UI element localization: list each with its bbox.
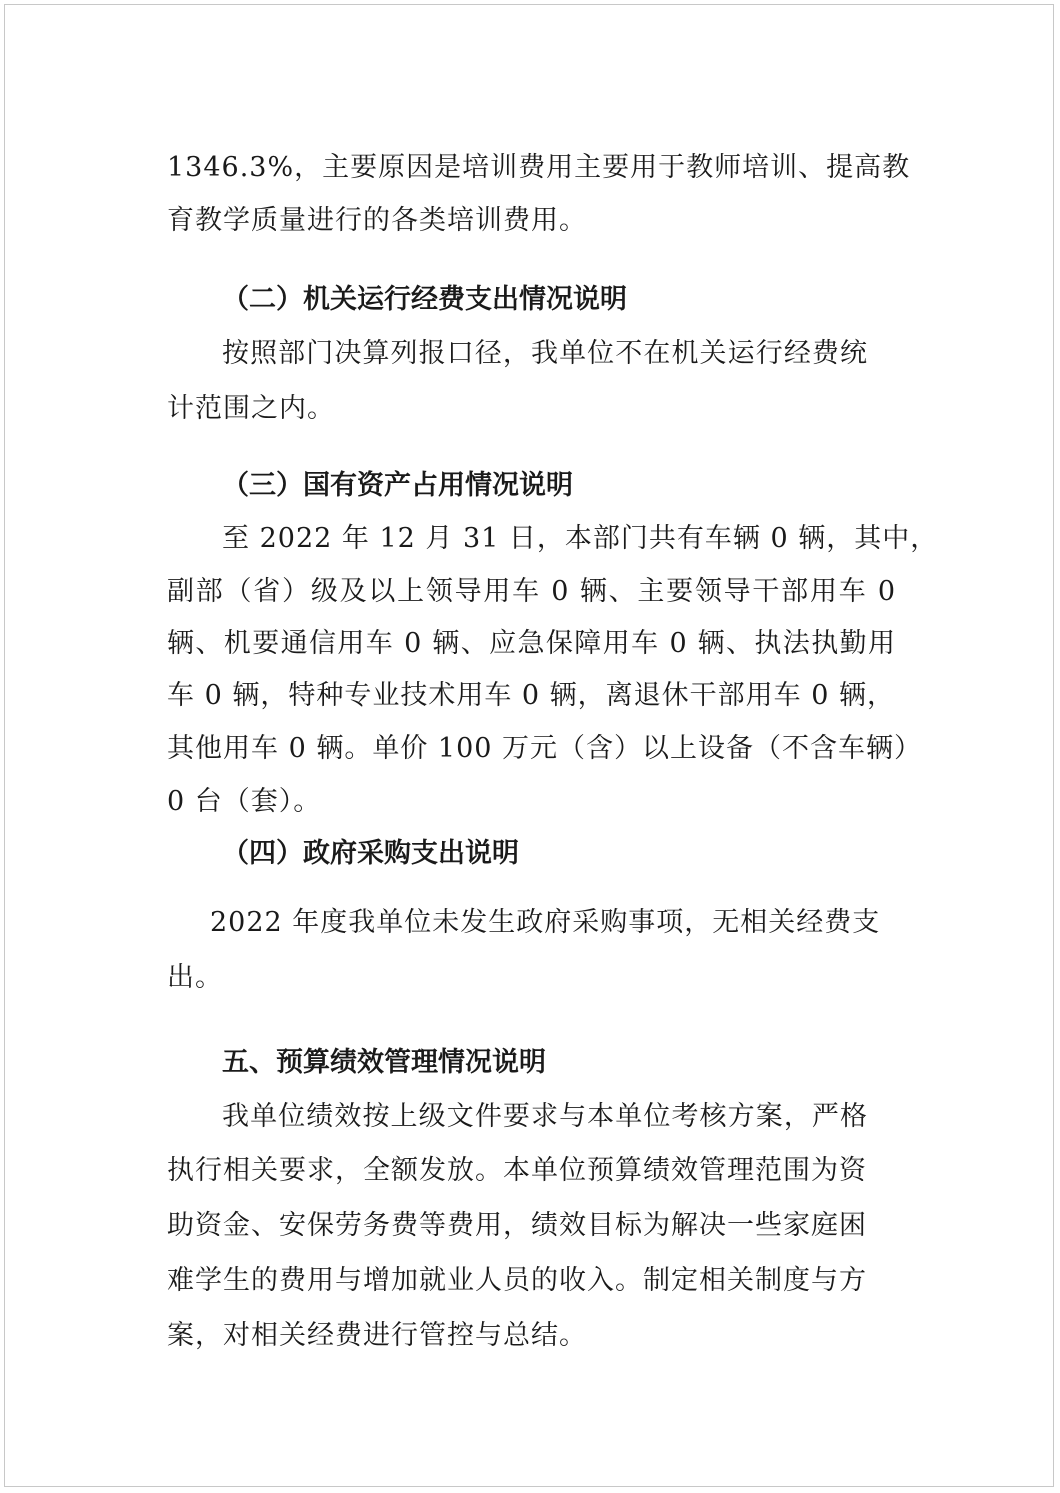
paragraph-line: 1346.3%，主要原因是培训费用主要用于教师培训、提高教 xyxy=(167,152,911,183)
paragraph-line: 助资金、安保劳务费等费用，绩效目标为解决一些家庭困 xyxy=(167,1210,867,1241)
section-heading-4: （四）政府采购支出说明 xyxy=(222,838,519,869)
paragraph-line: 按照部门决算列报口径，我单位不在机关运行经费统 xyxy=(222,338,868,369)
paragraph-line: 0 台（套）。 xyxy=(167,786,322,817)
paragraph-line: 至 2022 年 12 月 31 日，本部门共有车辆 0 辆，其中， xyxy=(222,523,939,554)
paragraph-line: 2022 年度我单位未发生政府采购事项，无相关经费支 xyxy=(210,907,881,938)
paragraph-line: 车 0 辆，特种专业技术用车 0 辆，离退休干部用车 0 辆， xyxy=(167,680,896,711)
section-heading-5: 五、预算绩效管理情况说明 xyxy=(222,1047,546,1078)
paragraph-line: 执行相关要求，全额发放。本单位预算绩效管理范围为资 xyxy=(167,1155,867,1186)
paragraph-line: 出。 xyxy=(167,962,223,993)
paragraph-line: 辆、机要通信用车 0 辆、应急保障用车 0 辆、执法执勤用 xyxy=(167,628,896,659)
section-heading-2: （二）机关运行经费支出情况说明 xyxy=(222,284,627,315)
paragraph-line: 我单位绩效按上级文件要求与本单位考核方案，严格 xyxy=(222,1101,868,1132)
paragraph-line: 难学生的费用与增加就业人员的收入。制定相关制度与方 xyxy=(167,1265,867,1296)
paragraph-line: 其他用车 0 辆。单价 100 万元（含）以上设备（不含车辆） xyxy=(167,733,923,764)
section-heading-3: （三）国有资产占用情况说明 xyxy=(222,470,573,501)
paragraph-line: 副部（省）级及以上领导用车 0 辆、主要领导干部用车 0 xyxy=(167,576,896,607)
paragraph-line: 计范围之内。 xyxy=(167,393,335,424)
paragraph-line: 育教学质量进行的各类培训费用。 xyxy=(167,205,587,236)
paragraph-line: 案，对相关经费进行管控与总结。 xyxy=(167,1320,587,1351)
